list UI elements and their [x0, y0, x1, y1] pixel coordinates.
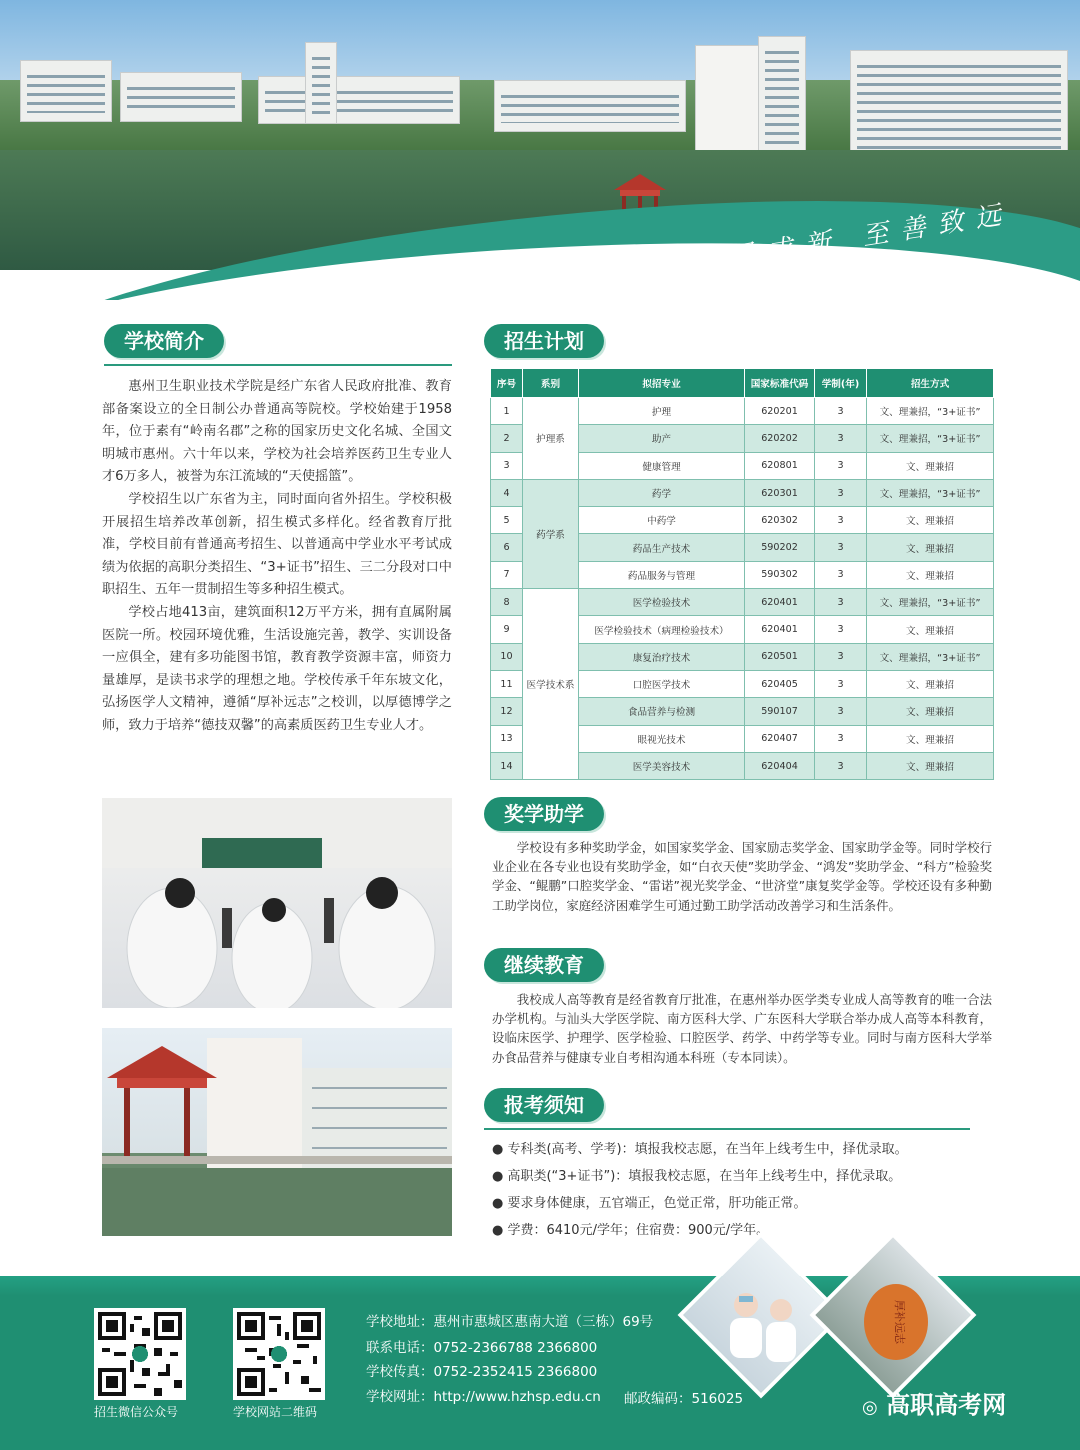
row-years: 3 [815, 507, 867, 534]
row-major: 助产 [579, 425, 745, 452]
intro-paragraph-2: 学校招生以广东省为主，同时面向省外招生。学校积极开展招生培养改革创新，招生模式多样化。经省教育厅批准，学校目前有普通高考招生、以普通高中学业水平考试成绩为依据的高职分类招生、“3+证书”招生、三二分段对口中职招生、五年一贯制招生等多种招生模式。 [102, 491, 452, 598]
continuing-text [492, 990, 992, 1067]
row-years: 3 [815, 589, 867, 616]
fax-number: 学校传真：0752-2352415 2366800 [366, 1364, 598, 1380]
row-code: 620201 [745, 398, 815, 425]
row-index: 10 [491, 643, 523, 670]
intro-text [102, 376, 452, 738]
row-major: 药品服务与管理 [579, 561, 745, 588]
row-mode: 文、理兼招 [867, 507, 994, 534]
notice-item-3: 要求身体健康，五官端正，色觉正常，肝功能正常。 [507, 1196, 807, 1211]
row-mode: 文、理兼招 [867, 698, 994, 725]
row-major: 医学美容技术 [579, 752, 745, 779]
col-header-years: 学制(年) [815, 369, 867, 398]
row-major: 康复治疗技术 [579, 643, 745, 670]
col-header-code: 国家标准代码 [745, 369, 815, 398]
campus-banner [0, 0, 1080, 300]
col-header-major: 拟招专业 [579, 369, 745, 398]
contact-phone: 联系电话：0752-2366788 2366800 [366, 1340, 598, 1356]
row-years: 3 [815, 752, 867, 779]
row-major: 眼视光技术 [579, 725, 745, 752]
col-header-mode: 招生方式 [867, 369, 994, 398]
row-mode: 文、理兼招，“3+证书” [867, 643, 994, 670]
row-code: 620801 [745, 452, 815, 479]
row-mode: 文、理兼招 [867, 752, 994, 779]
row-index: 4 [491, 479, 523, 506]
postal-code: 邮政编码：516025 [624, 1391, 744, 1407]
row-code: 620501 [745, 643, 815, 670]
row-years: 3 [815, 452, 867, 479]
row-major: 口腔医学技术 [579, 670, 745, 697]
row-mode: 文、理兼招，“3+证书” [867, 425, 994, 452]
list-item: ● 专科类(高考、学考)：填报我校志愿，在当年上线考生中，择优录取。 [492, 1142, 908, 1157]
lab-photo [102, 798, 452, 1008]
row-index: 2 [491, 425, 523, 452]
row-index: 8 [491, 589, 523, 616]
intro-title: 学校简介 [104, 324, 224, 358]
row-index: 3 [491, 452, 523, 479]
pavilion-photo [102, 1028, 452, 1236]
notice-list [492, 1140, 992, 1248]
notice-item-4: 学费：6410元/学年；住宿费：900元/学年。 [507, 1223, 770, 1238]
row-code: 620202 [745, 425, 815, 452]
row-index: 9 [491, 616, 523, 643]
wechat-icon: ◎ [862, 1397, 878, 1418]
row-major: 食品营养与检测 [579, 698, 745, 725]
row-years: 3 [815, 561, 867, 588]
table-row [491, 479, 994, 506]
row-mode: 文、理兼招 [867, 616, 994, 643]
school-website[interactable]: 学校网址：http://www.hzhsp.edu.cn [366, 1389, 601, 1405]
stone-inscription: 厚补远志 [893, 1300, 906, 1344]
plan-title: 招生计划 [484, 324, 604, 358]
row-index: 5 [491, 507, 523, 534]
wechat-qr-code[interactable] [94, 1308, 186, 1400]
row-index: 6 [491, 534, 523, 561]
row-mode: 文、理兼招 [867, 725, 994, 752]
row-code: 620407 [745, 725, 815, 752]
website-qr-label: 学校网站二维码 [233, 1405, 318, 1419]
row-code: 620401 [745, 589, 815, 616]
row-years: 3 [815, 698, 867, 725]
row-code: 620404 [745, 752, 815, 779]
intro-paragraph-3: 学校占地413亩，建筑面积12万平方米，拥有直属附属医院一所。校园环境优雅，生活设施完善，教学、实训设备一应俱全，建有多功能图书馆，教育教学资源丰富，师资力量雄厚，是读书求学的理想之地。学校传承千年东坡文化，弘扬医学人文精神，遵循“厚补远志”之校训，以厚德博学之师，致力于培养“德技双馨”的高素质医药卫生专业人才。 [102, 604, 452, 733]
dept-nursing: 护理系 [523, 398, 579, 480]
row-years: 3 [815, 534, 867, 561]
continuing-paragraph: 我校成人高等教育是经省教育厅批准，在惠州举办医学类专业成人高等教育的唯一合法办学机构。与汕头大学医学院、南方医科大学、广东医科大学联合举办成人高等本科教育，设临床医学、护理学、医学检验、口腔医学、药学、中药学等专业。同时与南方医科大学举办食品营养与健康专业自考相沟通本科班（专本同读）。 [492, 992, 992, 1065]
notice-item-2: 高职类(“3+证书”)：填报我校志愿，在当年上线考生中，择优录取。 [507, 1169, 902, 1184]
row-index: 7 [491, 561, 523, 588]
row-mode: 文、理兼招 [867, 534, 994, 561]
row-code: 590202 [745, 534, 815, 561]
row-mode: 文、理兼招 [867, 452, 994, 479]
row-code: 620301 [745, 479, 815, 506]
row-years: 3 [815, 398, 867, 425]
row-mode: 文、理兼招，“3+证书” [867, 398, 994, 425]
school-motto: 求是求新 至善致远 [690, 198, 1016, 280]
row-major: 药品生产技术 [579, 534, 745, 561]
row-mode: 文、理兼招，“3+证书” [867, 589, 994, 616]
list-item: ● 学费：6410元/学年；住宿费：900元/学年。 [492, 1223, 770, 1238]
row-years: 3 [815, 643, 867, 670]
col-header-department: 系别 [523, 369, 579, 398]
row-major: 护理 [579, 398, 745, 425]
row-index: 14 [491, 752, 523, 779]
row-major: 药学 [579, 479, 745, 506]
row-code: 620302 [745, 507, 815, 534]
scholarship-text [492, 838, 992, 915]
dept-pharmacy: 药学系 [523, 479, 579, 588]
row-major: 医学检验技术（病理检验技术） [579, 616, 745, 643]
row-years: 3 [815, 425, 867, 452]
row-mode: 文、理兼招，“3+证书” [867, 479, 994, 506]
website-qr-code[interactable] [233, 1308, 325, 1400]
enrollment-plan-table [490, 368, 994, 780]
row-years: 3 [815, 670, 867, 697]
notice-item-1: 专科类(高考、学考)：填报我校志愿，在当年上线考生中，择优录取。 [507, 1142, 908, 1157]
row-code: 620405 [745, 670, 815, 697]
dept-medtech: 医学技术系 [523, 589, 579, 780]
row-major: 健康管理 [579, 452, 745, 479]
scholarship-title: 奖学助学 [484, 797, 604, 831]
table-header-row [491, 369, 994, 398]
row-years: 3 [815, 479, 867, 506]
school-address: 学校地址：惠州市惠城区惠南大道（三栋）69号 [366, 1314, 654, 1330]
row-code: 620401 [745, 616, 815, 643]
row-mode: 文、理兼招 [867, 670, 994, 697]
row-major: 医学检验技术 [579, 589, 745, 616]
wechat-qr-label: 招生微信公众号 [94, 1405, 179, 1419]
table-row [491, 589, 994, 616]
row-code: 590107 [745, 698, 815, 725]
row-years: 3 [815, 725, 867, 752]
intro-rule [104, 364, 452, 366]
list-item: ● 要求身体健康，五官端正，色觉正常，肝功能正常。 [492, 1196, 807, 1211]
notice-title: 报考须知 [484, 1088, 604, 1122]
row-index: 12 [491, 698, 523, 725]
brand-name: 高职高考网 [886, 1391, 1007, 1419]
table-row [491, 398, 994, 425]
brand-watermark [862, 1385, 1006, 1420]
notice-rule [484, 1128, 970, 1130]
row-index: 11 [491, 670, 523, 697]
row-years: 3 [815, 616, 867, 643]
row-mode: 文、理兼招 [867, 561, 994, 588]
scholarship-paragraph: 学校设有多种奖助学金，如国家奖学金、国家励志奖学金、国家助学金等。同时学校行业企业在各专业也设有奖助学金，如“白衣天使”奖助学金、“鸿发”奖助学金、“科方”检验奖学金、“鲲鹏”口腔奖学金、“雷诺”视光奖学金、“世济堂”康复奖学金等。学校还设有多种勤工助学岗位，家庭经济困难学生可通过勤工助学活动改善学习和生活条件。 [492, 840, 992, 913]
continuing-title: 继续教育 [484, 948, 604, 982]
list-item: ● 高职类(“3+证书”)：填报我校志愿，在当年上线考生中，择优录取。 [492, 1169, 902, 1184]
row-major: 中药学 [579, 507, 745, 534]
col-header-index: 序号 [491, 369, 523, 398]
row-index: 13 [491, 725, 523, 752]
row-index: 1 [491, 398, 523, 425]
row-code: 590302 [745, 561, 815, 588]
intro-paragraph-1: 惠州卫生职业技术学院是经广东省人民政府批准、教育部备案设立的全日制公办普通高等院校。学校始建于1958年，位于素有“岭南名郡”之称的国家历史文化名城、全国文明城市惠州。六十年以来，学校为社会培养医药卫生专业人才6万多人，被誉为东江流域的“天使摇篮”。 [102, 379, 452, 485]
